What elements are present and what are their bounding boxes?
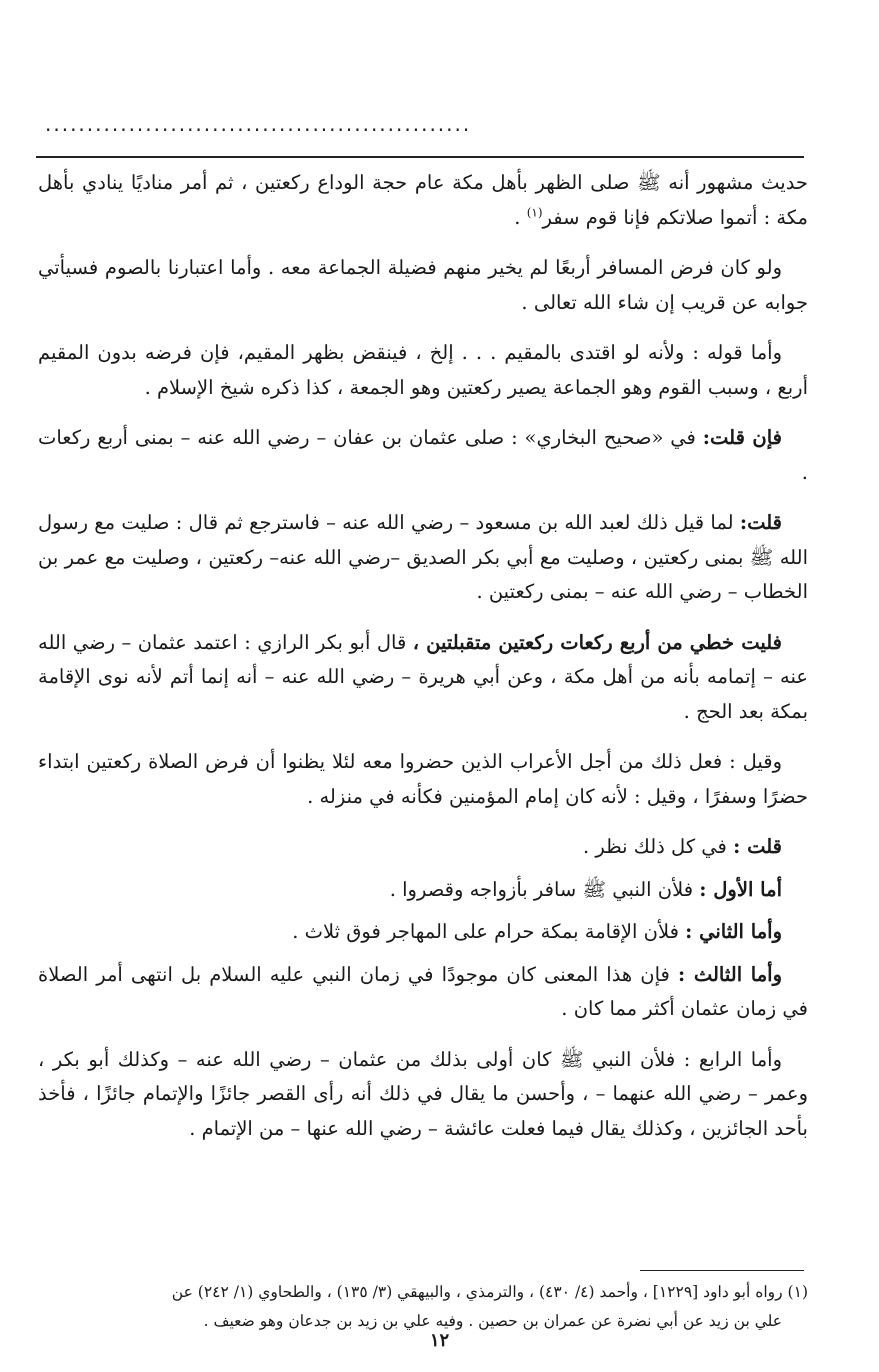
top-rule [36,156,804,158]
paragraph-2 [38,251,808,320]
main-text [38,166,808,1162]
footnote-1: (١) رواه أبو داود [١٢٢٩] ، وأحمد (٤/ ٤٣٠) ، والترمذي ، والبيهقي (٣/ ١٣٥) ، والطحاوي (١/ ٢٤٢) عن [171,1283,808,1301]
paragraph-8-text: في كل ذلك نظر . [583,835,734,858]
paragraph-12 [38,1043,808,1147]
paragraph-9-text: فلأن النبي ﷺ سافر بأزواجه وقصروا . [389,877,700,901]
paragraph-6-text: قال أبو بكر الرازي : اعتمد عثمان – رضي الله عنه – إتمامه بأنه من أهل مكة ، وعن أبي هريرة – رضي الله عنه – أنه إنما أتم لأنه نوى الإقامة بمكة بعد الحج . [38,630,808,723]
footnote-1-continuation: علي بن زيد عن أبي نضرة عن عمران بن حصين . وفيه علي بن زيد بن جدعان وهو ضعيف . [203,1312,782,1330]
paragraph-1-end: . [514,205,527,229]
paragraph-5 [38,506,808,610]
paragraph-12-text: وأما الرابع : فلأن النبي ﷺ كان أولى بذلك من عثمان – رضي الله عنه – وكذلك أبو بكر ، وعمر – رضي الله عنهما – ، وأحسن ما يقال في ذلك أنه رأى القصر جائزًا والإتمام جائزًا ، فأخذ بأحد الجائزين ، وكذلك يقال فيما فعلت عائشة – رضي الله عنها – من الإتمام . [38,1047,808,1140]
paragraph-11-text: فإن هذا المعنى كان موجودًا في زمان النبي عليه السلام بل انتهى أمر الصلاة في زمان عثمان أكثر مما كان . [38,962,808,1020]
paragraph-3-text: وأما قوله : ولأنه لو اقتدى بالمقيم . . . إلخ ، فينقض بظهر المقيم، فإن فرضه بدون المقيم أربع ، وسبب القوم وهو الجماعة يصير ركعتين وهو الجمعة ، كذا ذكره شيخ الإسلام . [38,341,808,399]
paragraph-4 [38,421,808,490]
paragraph-4-text: في «صحيح البخاري» : صلى عثمان بن عفان – رضي الله عنه – بمنى أربع ركعات . [38,426,808,484]
paragraph-11-lead: وأما الثالث : [677,962,782,986]
paragraph-1 [38,166,808,235]
footnotes [38,1278,808,1336]
paragraph-6 [38,626,808,730]
paragraph-7-text: وقيل : فعل ذلك من أجل الأعراب الذين حضروا معه لئلا يظنوا أن فرض الصلاة ركعتين ابتداء حضرًا وسفرًا ، وقيل : لأنه كان إمام المؤمنين فكأنه في منزله . [38,750,808,808]
paragraph-2-text: ولو كان فرض المسافر أربعًا لم يخير منهم فضيلة الجماعة معه . وأما اعتبارنا بالصوم فسيأتي جوابه عن قريب إن شاء الله تعالى . [38,256,808,314]
paragraph-3 [38,336,808,405]
paragraph-5-text: لما قيل ذلك لعبد الله بن مسعود – رضي الله عنه – فاسترجع ثم قال : صليت مع رسول الله ﷺ بمنى ركعتين ، وصليت مع أبي بكر الصديق –رضي الله عنه– ركعتين ، وصليت مع عمر بن الخطاب – رضي الله عنه – بمنى ركعتين . [38,511,808,603]
paragraph-4-lead: فإن قلت: [702,426,782,449]
page-number: ١٢ [429,1330,450,1351]
paragraph-1-text: حديث مشهور أنه ﷺ صلى الظهر بأهل مكة عام حجة الوداع ركعتين ، ثم أمر مناديًا ينادي بأهل مكة : أتموا صلاتكم فإنا قوم سفر [38,171,808,229]
footnote-rule [640,1270,804,1271]
paragraph-5-lead: قلت: [739,511,782,534]
paragraph-10-lead: وأما الثاني : [685,920,782,943]
footnote-reference[interactable]: (١) [526,205,543,219]
paragraph-8 [38,830,808,865]
paragraph-10 [38,915,808,950]
paragraph-11 [38,958,808,1027]
paragraph-10-text: فلأن الإقامة بمكة حرام على المهاجر فوق ثلاث . [292,920,686,943]
paragraph-9 [38,873,808,908]
paragraph-7 [38,745,808,814]
paragraph-9-lead: أما الأول : [699,877,782,901]
header-dotted-line: ................................................... [45,112,472,136]
paragraph-8-lead: قلت : [733,835,782,858]
paragraph-6-lead: فليت خطي من أربع ركعات ركعتين متقبلتين ، [412,630,782,654]
